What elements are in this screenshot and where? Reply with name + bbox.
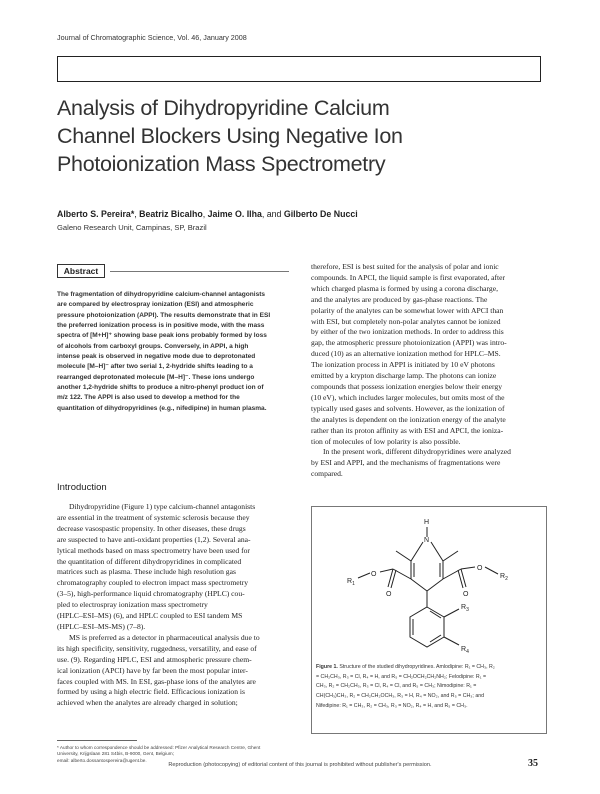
body-line: pled to electrospray ionization mass spectrometry — [57, 600, 208, 610]
r-symbol: R — [500, 573, 506, 580]
body-line: faces coupled with MS. In ESI, gas-phase ions of the analytes are — [57, 676, 256, 686]
atom-o: O — [371, 571, 377, 578]
body-line: its high specificity, sensitivity, ruggedness, versatility, and ease of — [57, 643, 257, 653]
body-line: ical ionization (APCI) have by far been the most popular inter- — [57, 665, 248, 675]
body-line: (HPLC–ESI–MS) (6), and HPLC coupled to ESI tandem MS — [57, 611, 243, 621]
title-line: Channel Blockers Using Negative Ion — [57, 124, 403, 148]
abstract-text — [57, 290, 292, 414]
abstract-line: pressure photoionization (APPI). The results demonstrate that in ESI — [57, 311, 271, 319]
r2-label — [500, 573, 508, 582]
r1-label — [347, 578, 355, 587]
r-symbol: R — [461, 604, 467, 611]
footnote-line: University, Krijgslaan 281 S4bis, B-9000, Gent, Belgium; — [57, 751, 174, 757]
ring-bond — [427, 579, 443, 591]
aromatic-bond — [430, 635, 441, 642]
figure-caption — [316, 663, 544, 712]
r3-bond — [444, 609, 459, 617]
abstract-line: The fragmentation of dihydropyridine calcium-channel antagonists — [57, 291, 266, 298]
abstract-rule — [110, 271, 289, 272]
right-column-text — [311, 262, 547, 480]
author-separator: , — [134, 209, 140, 219]
body-line: (HPLC–ESI–MS-MS) (7–8). — [57, 621, 146, 631]
body-line: matrices such as plasma. These include high resolution gas — [57, 567, 236, 577]
r-symbol: R — [461, 646, 467, 653]
caption-line — [316, 663, 544, 673]
ring-bond — [411, 579, 427, 591]
page-number: 35 — [528, 758, 538, 769]
caption-text: Structure of the studied dihydropyridines. Amlodipine: R₁ = CH₃, R₂ — [337, 664, 495, 670]
body-line: compounds that possess ionization energies below their energy — [311, 381, 503, 391]
introduction-text — [57, 502, 293, 709]
phenyl-ring — [410, 607, 444, 647]
author-name: Alberto S. Pereira* — [57, 209, 135, 219]
r4-bond — [444, 637, 459, 645]
body-line: achieved when the analytes are already charged in solution; — [57, 698, 238, 708]
r-subscript: 3 — [466, 607, 469, 613]
body-line: duced (10) as an alternative ionization method for HPLC–MS. — [311, 349, 501, 359]
body-line: are suspected to have anti-oxidant properties (1,2). Several ana- — [57, 534, 251, 544]
r3-label — [461, 604, 469, 613]
header-rule-box — [57, 56, 541, 82]
title-line: Analysis of Dihydropyridine Calcium — [57, 96, 390, 120]
author-name: Beatriz Bicalho — [139, 209, 203, 219]
body-line: rather than its proton affinity as with ESI and APCI, the ioniza- — [311, 425, 504, 435]
abstract-line: of alcohols from carboxyl groups. Conversely, in APPI, a high — [57, 342, 249, 350]
body-line: chromatography coupled to electron impact mass spectrometry — [57, 578, 249, 588]
body-line: by ESI and APPI, and the mechanisms of fragmentations were — [311, 458, 501, 468]
abstract-line: another 1,2-hydride shifts to produce a nitro-phenyl product ion of — [57, 384, 264, 392]
author-name: Gilberto De Nucci — [283, 209, 358, 219]
footnote-line: * Author to whom correspondence should be addressed: Pfizer Analytical Research Centre, Ghent — [57, 745, 261, 750]
caption-line: CH₃, R₂ = CH₂CH₃, R₃ = Cl, R₄ = Cl, and R₅ = CH₃; Nimodipine: R₁ = — [316, 683, 477, 690]
atom-n: N — [424, 537, 430, 544]
body-line: MS is preferred as a detector in pharmaceutical analysis due to — [69, 632, 260, 642]
footnote-line: email: alberto.dossantospereira@ugent.be. — [57, 757, 147, 763]
caption-line: CH(CH₃)CH₃, R₂ = CH₂CH₂OCH₃, R₃ = H, R₄ = NO₂, and R₅ = CH₃; and — [316, 693, 485, 700]
introduction-heading: Introduction — [57, 482, 107, 493]
abstract-line: m/z 122. The APPI is also used to develop a method for the — [57, 394, 240, 402]
title-line: Photoionization Mass Spectrometry — [57, 152, 386, 176]
body-line: the quantitation of different dihydropyridines in complicated — [57, 556, 242, 566]
r4-label — [461, 646, 469, 655]
r-subscript: 1 — [352, 581, 355, 587]
atom-o: O — [463, 591, 469, 598]
atom-o: O — [386, 591, 392, 598]
caption-line: Nifedipine: R₁ = CH₃, R₂ = CH₃, R₃ = NO₂, R₄ = H, and R₅ = CH₃. — [316, 702, 468, 709]
body-line: (3–5), high-performance liquid chromatography (HPLC) cou- — [57, 589, 245, 599]
body-line: tion of molecules of low polarity is also possible. — [311, 436, 461, 446]
body-line: compounds. In APCI, the liquid sample is first evaporated, after — [311, 272, 506, 282]
body-line: use. (9). Regarding HPLC, ESI and atmospheric pressure chem- — [57, 654, 252, 664]
body-line: emitted by a krypton discharge lamp. The photons can ionize — [311, 371, 497, 381]
body-line: which charged plasma is formed by using a corona discharge, — [311, 283, 498, 293]
methyl-bond — [443, 551, 458, 561]
ring-bond — [431, 542, 443, 561]
abstract-line: intense peak is observed in negative mode due to deprotonated — [57, 353, 256, 361]
ring-bond — [411, 542, 423, 561]
abstract-line: rearranged deprotonated molecule [M–H]⁻. These ions undergo — [57, 373, 255, 381]
author-separator: , — [202, 209, 208, 219]
body-line: formed by using a high electric field. Efficacious ionization is — [57, 687, 245, 697]
body-line: the analytes is dependent on the ionization energy of the analyte — [311, 414, 506, 424]
abstract-line: quantitation of dihydropyridines (e.g., nifedipine) in human plasma. — [57, 404, 267, 412]
abstract-line: spectra of [M+H]⁺ showing base peak ions probably formed by loss — [57, 332, 267, 340]
ester-bond — [461, 567, 475, 569]
body-line: gap, the atmospheric pressure photoionization (APPI) was intro- — [311, 338, 507, 348]
body-line: typically used gases and solvents. However, as the ionization of — [311, 403, 505, 413]
body-line: (10 eV), which includes larger molecules, but omits most of the — [311, 392, 505, 402]
abstract-heading: Abstract — [57, 264, 105, 278]
body-line: and the analytes are produced by gas-phase reactions. The — [311, 294, 488, 304]
affiliation: Galeno Research Unit, Campinas, SP, Brazil — [57, 223, 207, 232]
abstract-line: the preferred ionization process is in positive mode, with the mass — [57, 322, 265, 330]
author-list — [57, 209, 358, 219]
body-line: polarity of the analytes can be somewhat lower with APCI than — [311, 305, 504, 315]
abstract-line: are compared by electrospray ionization (ESI) and atmospheric — [57, 301, 254, 309]
caption-label: Figure 1. — [316, 664, 338, 670]
body-line: with ESI, but completely non-polar analytes cannot be ionized — [311, 316, 501, 326]
ester-bond — [485, 567, 498, 574]
author-conjunction: , and — [261, 209, 284, 219]
abstract-line: molecule [M–H]⁻ after two serial 1, 2-hydride shifts leading to a — [57, 363, 253, 371]
body-line: lytical methods based on mass spectrometry have been used for — [57, 545, 250, 555]
r-symbol: R — [347, 578, 353, 585]
body-line: therefore, ESI is best suited for the analysis of polar and ionic — [311, 262, 499, 271]
caption-line: = CH₂CH₃, R₃ = Cl, R₄ = H, and R₅ = CH₂OCH₂CH₂NH₂; Felodipine: R₁ = — [316, 673, 487, 680]
body-line: are essential in the treatment of systemic sclerosis because they — [57, 512, 250, 522]
body-line: by either of the two ionization methods. In order to address this — [311, 327, 504, 337]
body-line: Dihydropyridine (Figure 1) type calcium-channel antagonists — [69, 502, 256, 511]
methyl-bond — [396, 551, 411, 561]
body-line: decrease vasospastic propensity. In other diseases, these drugs — [57, 523, 246, 533]
footnote-rule — [57, 740, 137, 741]
ester-bond — [380, 569, 393, 572]
article-title — [57, 94, 457, 178]
atom-h: H — [424, 519, 430, 526]
copyright-footer: Reproduction (photocopying) of editorial content of this journal is prohibited without publisher's permission. — [168, 762, 432, 768]
author-name: Jaime O. Ilha — [207, 209, 262, 219]
r-subscript: 2 — [505, 576, 508, 582]
r-subscript: 4 — [466, 649, 469, 655]
body-line: compared. — [311, 469, 343, 479]
body-line: The ionization process in APPI is initiated by 10 eV photons — [311, 360, 495, 370]
ester-bond — [358, 573, 370, 578]
atom-o: O — [477, 565, 483, 572]
body-line: In the present work, different dihydropyridines were analyzed — [323, 447, 511, 457]
journal-citation: Journal of Chromatographic Science, Vol. 46, January 2008 — [57, 33, 247, 42]
